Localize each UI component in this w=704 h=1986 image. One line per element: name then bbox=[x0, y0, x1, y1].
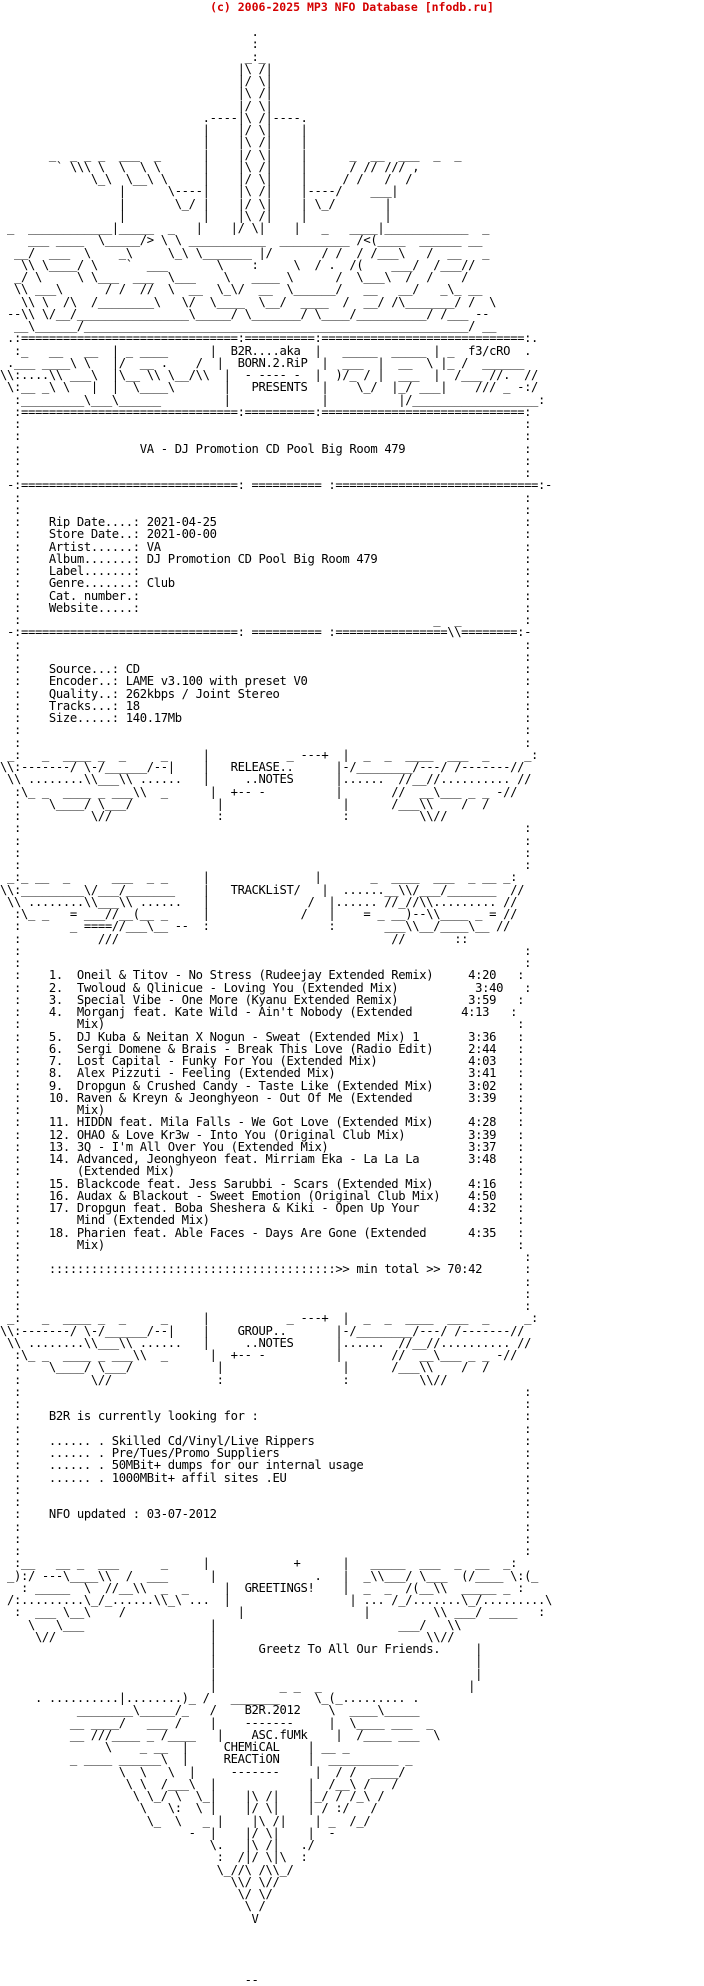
nfo-line: : : bbox=[0, 649, 532, 664]
nfodb-copyright-header: (c) 2006-2025 MP3 NFO Database [nfodb.ru] bbox=[210, 0, 494, 14]
nfo-line: : ...... . 1000MBit+ affil sites .EU : bbox=[0, 1470, 532, 1485]
nfo-line: | |/ \| | bbox=[0, 123, 308, 137]
nfo-line: _ _ _ _ ___ _ | |/ \| | _ __ ___ _ _ bbox=[0, 147, 462, 162]
nfo-line: : : bbox=[0, 417, 532, 431]
nfo-line: : bbox=[0, 37, 259, 52]
nfo-line: | | |\ /| | | bbox=[0, 208, 392, 223]
nfo-line: : : bbox=[0, 1531, 532, 1546]
nfo-line: : /|/ \|\ : bbox=[0, 1850, 308, 1865]
nfo-line: \\:-------/ \-/______/--| | RELEASE.. |-/________/---/ /-------// bbox=[0, 760, 525, 774]
nfo-line: _: _ ____ _ _ _ | _ ---+ | _ _ ____ ___ _ _: bbox=[0, 747, 539, 762]
nfo-line: : : bbox=[0, 1519, 532, 1534]
nfo-line: : : bbox=[0, 1544, 532, 1558]
nfo-line: : : bbox=[0, 1397, 532, 1411]
nfo-line: _ ____________|_____ _ | |/ \| | _ ____|____________ _ bbox=[0, 221, 490, 235]
nfo-line: : Genre.......: Club : bbox=[0, 576, 532, 591]
nfo-line: : 5. DJ Kuba & Neitan X Nogun - Sweat (Extended Mix) 1 3:36 : bbox=[0, 1029, 525, 1044]
nfo-line: | _ _ _ | bbox=[0, 1678, 476, 1693]
nfo-line: \ \ /___\ | | /__\ / / bbox=[0, 1776, 399, 1791]
nfo-line: - | |/ \| | - bbox=[0, 1825, 336, 1840]
nfo-line: : 17. Dropgun feat. Boba Sheshera & Kiki - Open Up Your 4:32 : bbox=[0, 1201, 525, 1215]
nfo-line: : : bbox=[0, 502, 532, 517]
nfo-line: : : bbox=[0, 453, 532, 468]
nfo-line: : : bbox=[0, 1384, 532, 1399]
nfo-line: | \_/ | |/ \| | \_/ | bbox=[0, 196, 392, 211]
nfo-line: : Website.....: : bbox=[0, 600, 532, 615]
nfo-line: : B2R is currently looking for : : bbox=[0, 1409, 532, 1424]
nfo-line: \// | \\// bbox=[0, 1629, 455, 1644]
nfo-line: : \// : : \\// bbox=[0, 1372, 448, 1387]
nfo-line: : ...... . Skilled Cd/Vinyl/Live Rippers : bbox=[0, 1433, 532, 1448]
nfo-line: \. |\ /| ./ bbox=[0, 1838, 315, 1852]
nfo-document bbox=[0, 26, 704, 1986]
nfo-line: : : bbox=[0, 1286, 532, 1301]
nfo-line: : 6. Sergi Domene & Brais - Break This Love (Radio Edit) 2:44 : bbox=[0, 1041, 525, 1056]
nfo-line: : : bbox=[0, 845, 532, 860]
nfo-line: \/ \/ bbox=[0, 1887, 273, 1901]
nfo-line: :===============================:==========:=============================: bbox=[0, 404, 532, 419]
nfo-line: \:__ _\ \ | | \____\ | PRESENTS | \_/ |_/ ___| /// _ -:/ bbox=[0, 380, 539, 395]
nfo-line: : Quality..: 262kbps / Joint Stereo : bbox=[0, 686, 532, 701]
nfo-line: \ \___ | ___/ \\ bbox=[0, 1617, 462, 1632]
nfo-line: : : bbox=[0, 821, 532, 836]
nfo-line: : Cat. number.: : bbox=[0, 588, 532, 603]
nfo-line: \ / bbox=[0, 1899, 266, 1914]
nfo-line: :\_ _ ____ _ ___\\ _ | +-- - | // __\___ _ _ -// bbox=[0, 784, 518, 799]
nfo-line: _ ____ ______\ | REACTiON | __________ _ bbox=[0, 1752, 413, 1767]
nfo-line: : 18. Pharien feat. Able Faces - Days Are Gone (Extended 4:35 : bbox=[0, 1225, 525, 1240]
nfo-line: : ___ \__\ / | | \\ ___/ ____ : bbox=[0, 1605, 546, 1620]
nfo-line: : : bbox=[0, 723, 532, 738]
nfo-line: : ...... . 50MBit+ dumps for our internal usage : bbox=[0, 1458, 532, 1473]
nfo-line: : ...... . Pre/Tues/Promo Suppliers : bbox=[0, 1446, 532, 1460]
nfo-line: \\/ \// bbox=[0, 1874, 280, 1889]
nfo-line: : 13. 3Q - I'm All Over You (Extended Mix) 3:37 : bbox=[0, 1139, 525, 1154]
nfo-line: : \____/ \___/ | | /___\\ / / bbox=[0, 796, 490, 811]
nfo-line: _/ \ \ \___ ___ \___ \ ____ \ / \___\ / / / bbox=[0, 270, 469, 284]
nfo-line: : (Extended Mix) : bbox=[0, 1164, 525, 1179]
nfo-line: | |\ /| | bbox=[0, 135, 308, 150]
nfo-line: .___ ____\ \ |/ __ . / | BORN.2.RiP | ___ | __ \ |_ / ______ bbox=[0, 355, 525, 370]
nfo-line: :_________\___\______ | | |/__________________: bbox=[0, 392, 546, 407]
nfo-line: ` \\\ \ \ \ \ | |\ /| | / // /// , bbox=[0, 159, 420, 174]
nfo-line: \\:....\\ ___\ |\__ \\ \__/\\ | - ---- - | )/_ / | ___ | /___ //. // bbox=[0, 368, 539, 382]
nfo-line: : 9. Dropgun & Crushed Candy - Taste Like (Extended Mix) 3:02 : bbox=[0, 1078, 525, 1093]
nfo-line: : 3. Special Vibe - One More (Kyanu Extended Remix) 3:59 : bbox=[0, 992, 525, 1007]
nfo-line: : Mix) : bbox=[0, 1103, 525, 1117]
nfo-line: |\ /| bbox=[0, 86, 273, 101]
nfo-line: \\ ___\ / / // \ __ \_\/ __ \______/ __ __/ _\_ __ bbox=[0, 282, 483, 297]
nfo-line: \\ \ /\ /________\ \/ \____ \__/ ____ / __/ /\_______/ / \ bbox=[0, 294, 497, 309]
nfo-line: : 11. HIDDN feat. Mila Falls - We Got Love (Extended Mix) 4:28 : bbox=[0, 1115, 525, 1130]
nfo-line: : : bbox=[0, 1274, 532, 1289]
nfo-line: : : bbox=[0, 858, 532, 872]
nfo-line: : Store Date..: 2021-00-00 : bbox=[0, 527, 532, 542]
nfo-line: -:===============================: ========== :=============================:- bbox=[0, 478, 553, 493]
nfo-line: : /// // :: bbox=[0, 931, 469, 946]
nfo-line: : Label.......: : bbox=[0, 564, 532, 578]
nfo-line: \\ ........\\___\\ ...... | / |...... //_//\\......... // bbox=[0, 894, 518, 909]
nfo-line: :\_ _ = ___//__(__ _ | / | = _ __)--\\____ _ = // bbox=[0, 907, 518, 921]
nfo-line: . bbox=[0, 26, 259, 39]
nfo-line: : Tracks...: 18 : bbox=[0, 698, 532, 713]
nfo-line: : _ ====//___\__ -- : : ___\\__/____\__ // bbox=[0, 919, 511, 934]
nfo-line: V bbox=[0, 1911, 259, 1926]
nfo-line: \\ \____/ \ ` ___ \ : \ / . /( ___/ /___// bbox=[0, 257, 476, 272]
nfo-line: : Mind (Extended Mix) : bbox=[0, 1213, 525, 1228]
nfo-line: -:===============================: ========== :================\\========:- bbox=[0, 625, 532, 640]
nfo-line: __/ ___ \ _\ \_\ \_______ |/ / / / /___\ / __ _ bbox=[0, 245, 490, 260]
nfo-line: _:_ bbox=[0, 49, 266, 64]
nfo-line: :\_ _ ____ _ ___\\ _ | +-- - | // __\___ _ _ -// bbox=[0, 1348, 518, 1362]
nfo-line: .:===============================:==========:=============================:. bbox=[0, 331, 539, 346]
nfo-line: : : bbox=[0, 429, 532, 444]
nfo-line: : : bbox=[0, 735, 532, 750]
nfo-line: \\:_________\/___/_______ | TRACKLiST/ | ......__\\/___/_______ // bbox=[0, 882, 525, 897]
nfo-line: :__ __ _ ___ _ | + | _____ ___ _ __ _: bbox=[0, 1556, 518, 1571]
nfo-line: _:_ __ _ ___ _ _ | | _ ____ ___ _ __ _: bbox=[0, 870, 518, 885]
nfo-line: \\:-------/ \-/______/--| | GROUP.. |-/________/---/ /-------// bbox=[0, 1323, 525, 1338]
nfo-line: : Source...: CD : bbox=[0, 662, 532, 676]
nfo-line: . ..........|........)_ / _______ \_(_......... . bbox=[0, 1691, 420, 1705]
nfo-line: -- bbox=[0, 1972, 259, 1986]
nfo-line: |\ /| bbox=[0, 61, 273, 76]
nfo-line: \_ \ _ | |\ /| | _ /_/ bbox=[0, 1813, 371, 1828]
nfo-line: ___ ____ \_____/> \ \ ___________ __________ /<(____ ______ __ bbox=[0, 233, 483, 248]
nfo-line: : Album.......: DJ Promotion CD Pool Big Room 479 : bbox=[0, 551, 532, 566]
nfo-line: : : bbox=[0, 1495, 532, 1509]
nfo-line: : : bbox=[0, 956, 532, 970]
nfo-line: : Mix) : bbox=[0, 1237, 525, 1252]
nfo-line: | | bbox=[0, 1666, 483, 1681]
nfo-line: : : bbox=[0, 1299, 532, 1313]
nfo-line: : _____ \ //__\\ _ _ | GREETINGS! | _ _ /(__\\ _____ _ : bbox=[0, 1580, 525, 1595]
nfo-line: : _ _ : bbox=[0, 613, 532, 627]
nfo-line: :_ __ __ | _ ____ | B2R....aka | _____ _____ | _ f3/cRO . bbox=[0, 343, 532, 358]
nfo-line: : 2. Twoloud & Qlinicue - Loving You (Extended Mix) 3:40 : bbox=[0, 980, 532, 995]
nfo-line: : : bbox=[0, 833, 532, 848]
nfo-line: : 8. Alex Pizzuti - Feeling (Extended Mix) 3:41 : bbox=[0, 1066, 525, 1081]
nfo-line: : VA - DJ Promotion CD Pool Big Room 479 : bbox=[0, 441, 532, 456]
nfo-line: __\______/_______________________________________________________/ __ bbox=[0, 319, 497, 333]
nfo-line: __ ///____ _ /____ | ASC.fUMk | /____ ___ \ bbox=[0, 1727, 441, 1742]
nfo-line: \ \: \ | |/ \| | / :/ / bbox=[0, 1801, 378, 1816]
nfo-line: _):/ ---\____\\ / ___ | . | _\\___/ \___ (/____ \:(_ bbox=[0, 1568, 539, 1583]
nfo-line: \ \ \ | ------- | / / ____/ bbox=[0, 1764, 406, 1779]
nfo-line: : \____/ \___/ | | /___\\ / / bbox=[0, 1360, 490, 1375]
nfo-line: .----|\ /|----. bbox=[0, 110, 308, 125]
nfo-line: : 14. Advanced, Jeonghyeon feat. Mirriam Eka - La La La 3:48 : bbox=[0, 1152, 525, 1166]
nfo-line: : \// : : \\// bbox=[0, 809, 448, 823]
nfo-line: \\ ........\\___\\ ...... | ..NOTES |...... //__//.......... // bbox=[0, 772, 532, 787]
nfo-line: : NFO updated : 03-07-2012 : bbox=[0, 1507, 532, 1522]
nfo-line: ________\_____/_ / B2R.2012 \ ____\_____ bbox=[0, 1703, 420, 1718]
nfo-line: : 7. Lost Capital - Funky For You (Extended Mix) 4:03 : bbox=[0, 1054, 525, 1068]
nfo-line: _: _ ____ _ _ _ | _ ---+ | _ _ ____ ___ _ _: bbox=[0, 1311, 539, 1326]
nfo-line: : 10. Raven & Kreyn & Jeonghyeon - Out Of Me (Extended 3:39 : bbox=[0, 1090, 525, 1105]
nfo-line: : 1. Oneil & Titov - No Stress (Rudeejay Extended Remix) 4:20 : bbox=[0, 968, 525, 983]
nfo-line: | Greetz To All Our Friends. | bbox=[0, 1642, 483, 1656]
nfo-line: : Rip Date....: 2021-04-25 : bbox=[0, 515, 532, 529]
nfo-line: : 12. OHAO & Love Kr3w - Into You (Original Club Mix) 3:39 : bbox=[0, 1127, 525, 1142]
nfo-line: : : bbox=[0, 1250, 532, 1264]
nfo-line: : :::::::::::::::::::::::::::::::::::::::::>> min total >> 70:42 : bbox=[0, 1262, 532, 1277]
nfo-line: |/ \| bbox=[0, 74, 273, 88]
nfo-line: __ ____/ ___ / | ------- | \____ ___ _ bbox=[0, 1715, 434, 1730]
nfo-line: : Mix) : bbox=[0, 1017, 525, 1032]
nfo-line: \_//\ /\\_/ bbox=[0, 1862, 294, 1877]
nfo-line: : Encoder..: LAME v3.100 with preset V0 : bbox=[0, 674, 532, 689]
nfo-line: : 4. Morganj feat. Kate Wild - Ain't Nobody (Extended 4:13 : bbox=[0, 1005, 518, 1019]
nfo-line: : Artist......: VA : bbox=[0, 539, 532, 554]
nfo-line: : : bbox=[0, 490, 532, 505]
nfo-line: | \----| |\ /| |----/ ___| bbox=[0, 184, 399, 199]
nfo-line: : : bbox=[0, 1421, 532, 1436]
nfo-line: \ \_/ \ \_| |\ /| |_/ / /_\ / bbox=[0, 1789, 385, 1803]
nfo-line: : Size.....: 140.17Mb : bbox=[0, 711, 532, 725]
nfo-line: --\\ \/__/________________\_____/ \_______/ \____/__________/ /___ -- bbox=[0, 306, 490, 321]
nfo-line: \_\ \__\ \ | |/ \| | / / / / bbox=[0, 172, 413, 186]
nfo-line: : : bbox=[0, 943, 532, 958]
nfo-line: |/ \| bbox=[0, 98, 273, 113]
nfo-line: : : bbox=[0, 1482, 532, 1497]
nfo-line: : 16. Audax & Blackout - Sweet Emotion (Original Club Mix) 4:50 : bbox=[0, 1188, 525, 1203]
nfo-line: \\ ........\\___\\ ...... | ..NOTES |...... //__//.......... // bbox=[0, 1335, 532, 1350]
nfo-line: \ _ __ | CHEMiCAL | __ _ bbox=[0, 1740, 350, 1754]
nfo-line: : : bbox=[0, 637, 532, 652]
nfo-line: : 15. Blackcode feat. Jess Sarubbi - Scars (Extended Mix) 4:16 : bbox=[0, 1176, 525, 1191]
nfo-line: /:.........\_/_......\\_\ ... | | ... /_/.......\_/.........\ bbox=[0, 1593, 553, 1607]
nfo-line: : : bbox=[0, 466, 532, 480]
nfo-line: | | bbox=[0, 1654, 483, 1669]
